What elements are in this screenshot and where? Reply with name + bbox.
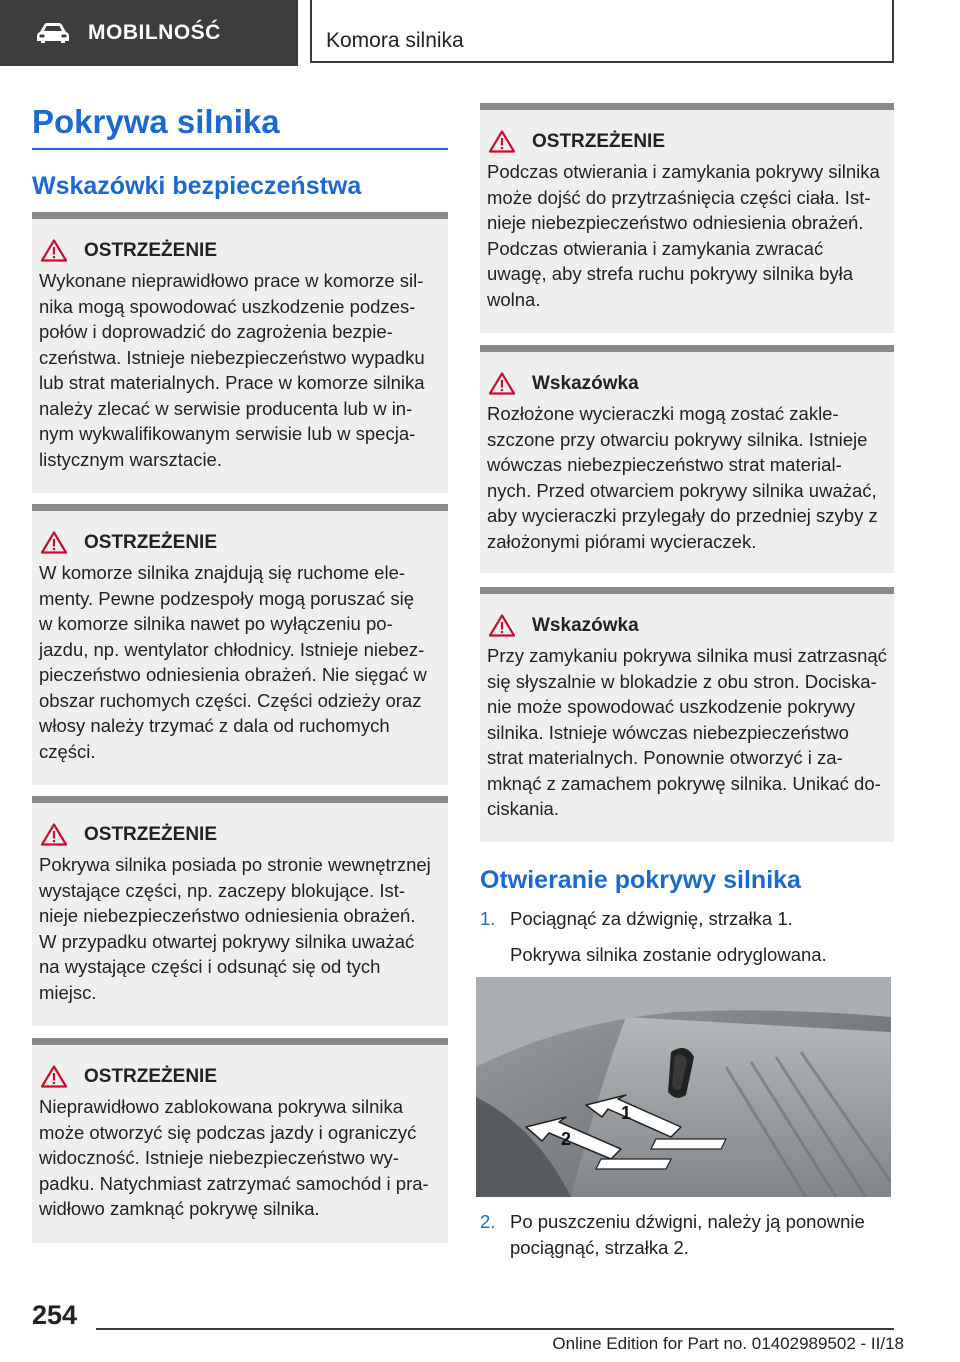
warning-triangle-icon bbox=[41, 823, 67, 846]
notice-title: Wskazówka bbox=[489, 614, 888, 637]
step-number: 1. bbox=[480, 908, 496, 929]
hood-release-illustration bbox=[476, 977, 891, 1197]
notice-box bbox=[480, 345, 894, 573]
warning-triangle-icon bbox=[41, 1065, 67, 1088]
page-number: 254 bbox=[32, 1300, 78, 1330]
step-2 bbox=[480, 1209, 894, 1260]
notice-body: Podczas otwierania i zamykania pokrywy silnika może dojść do przytrzaśnięcia części ciała. Ist- nieje niebezpieczeństwo odniesienia obrażeń. Podczas otwierania i zamykania zwracać uwagę, aby strefa ruchu pokrywy silnika była wolna. bbox=[487, 161, 880, 310]
notice-title: OSTRZEŻENIE bbox=[489, 130, 888, 153]
step-number: 2. bbox=[480, 1211, 496, 1232]
section-tab bbox=[0, 0, 298, 66]
section-subtitle: Wskazówki bezpieczeństwa bbox=[32, 172, 362, 200]
notice-body: W komorze silnika znajdują się ruchome ele- menty. Pewne podzespoły mogą poruszać się w komorze silnika nawet po wyłączeniu po- jazdu, np. wentylator chłodnicy. Istnieje niebez- pieczeństwo odniesienia obrażeń. Nie sięgać w obszar ruchomych części. Części odzieży oraz włosy należy trzymać z dala od ruchomych części. bbox=[39, 562, 427, 762]
notice-body: Pokrywa silnika posiada po stronie wewnętrznej wystające części, np. zaczepy blokujące. Ist- nieje niebezpieczeństwo odniesienia obrażeń. W przypadku otwartej pokrywy silnika uważać na wystające części i odsunąć się od tych miejsc. bbox=[39, 854, 431, 1003]
section-label: MOBILNOŚĆ bbox=[88, 21, 221, 44]
notice-title: OSTRZEŻENIE bbox=[41, 823, 442, 846]
car-icon bbox=[36, 22, 70, 44]
warning-triangle-icon bbox=[489, 372, 515, 395]
notice-box bbox=[480, 103, 894, 333]
notice-box bbox=[32, 1038, 448, 1243]
procedure-heading: Otwieranie pokrywy silnika bbox=[480, 866, 801, 894]
notice-title: OSTRZEŻENIE bbox=[41, 1065, 442, 1088]
notice-box bbox=[480, 587, 894, 842]
notice-body: Wykonane nieprawidłowo prace w komorze sil- nika mogą spowodować uszkodzenie podzes- połów i doprowadzić do zagrożenia bezpie- czeństwa. Istnieje niebezpieczeństwo wypadku lub strat materialnych. Prace w komorze silnika należy zlecać w serwisie producenta lub w in- nym wykwalifikowanym serwisie lub w specja- listycznym warsztacie. bbox=[39, 270, 425, 470]
warning-triangle-icon bbox=[41, 531, 67, 554]
notice-title: OSTRZEŻENIE bbox=[41, 531, 442, 554]
notice-body: Nieprawidłowo zablokowana pokrywa silnika może otworzyć się podczas jazdy i ograniczyć widoczność. Istnieje niebezpieczeństwo wy- padku. Natychmiast zatrzymać samochód i pra- widłowo zamknąć pokrywę silnika. bbox=[39, 1096, 429, 1219]
step-result: Pokrywa silnika zostanie odryglowana. bbox=[510, 943, 827, 965]
page-title: Pokrywa silnika bbox=[32, 103, 448, 150]
warning-triangle-icon bbox=[489, 130, 515, 153]
hood-release-lever-photo bbox=[476, 977, 891, 1197]
svg-text:2: 2 bbox=[561, 1129, 572, 1149]
edition-note: Online Edition for Part no. 01402989502 - II/18 bbox=[552, 1334, 904, 1353]
svg-text:1: 1 bbox=[621, 1103, 632, 1123]
notice-box bbox=[32, 504, 448, 785]
warning-triangle-icon bbox=[489, 614, 515, 637]
notice-body: Rozłożone wycieraczki mogą zostać zakle- szczone przy otwarciu pokrywy silnika. Istnieje wówczas niebezpieczeństwo strat material- nych. Przed otwarciem pokrywy silnika uważać, aby wycieraczki przylegały do przedniej szyby z założonymi piórami wycieraczek. bbox=[487, 403, 878, 552]
chapter-tab bbox=[310, 0, 894, 63]
notice-box bbox=[32, 212, 448, 493]
step-1 bbox=[480, 906, 894, 967]
step-text: Pociągnąć za dźwignię, strzałka 1. bbox=[510, 908, 793, 929]
notice-title: Wskazówka bbox=[489, 372, 888, 395]
footer-divider bbox=[96, 1328, 894, 1330]
notice-body: Przy zamykaniu pokrywa silnika musi zatrzasnąć się słyszalnie w blokadzie z obu stron. Dociska- nie może spowodować uszkodzenie pokrywy silnika. Istnieje wówczas niebezpieczeństwo strat materialnych. Ponownie otworzyć i za- mknąć z zamachem pokrywę silnika. Unikać do- ciskania. bbox=[487, 645, 887, 819]
notice-box bbox=[32, 796, 448, 1026]
step-text: Po puszczeniu dźwigni, należy ją ponownie pociągnąć, strzałka 2. bbox=[510, 1211, 865, 1258]
chapter-label: Komora silnika bbox=[326, 29, 464, 52]
notice-title: OSTRZEŻENIE bbox=[41, 239, 442, 262]
warning-triangle-icon bbox=[41, 239, 67, 262]
